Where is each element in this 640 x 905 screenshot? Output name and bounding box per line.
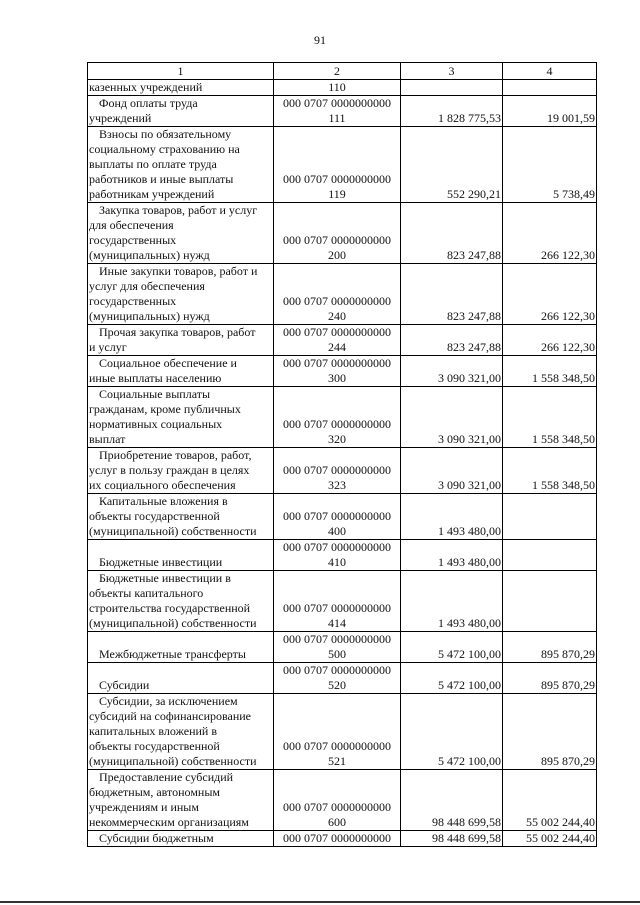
classification-code-cell <box>274 663 401 694</box>
expense-name-cell <box>88 448 274 494</box>
expense-name-cell <box>88 203 274 264</box>
expense-name-line: и услуг <box>89 340 127 354</box>
amount-col3-cell: 5 472 100,00 <box>401 632 503 663</box>
amount-col4-cell: 266 122,30 <box>503 203 597 264</box>
amount-col3-cell: 1 828 775,53 <box>401 96 503 127</box>
expense-name-line: (муниципальной) собственности <box>89 754 257 768</box>
amount-col4-cell: 5 738,49 <box>503 127 597 203</box>
table-row <box>88 831 597 847</box>
expense-name-line: Социальное обеспечение и <box>99 356 237 370</box>
amount-col3-cell: 1 493 480,00 <box>401 571 503 632</box>
expense-name-line: услуг для обеспечения <box>89 279 205 293</box>
classification-code-line: 400 <box>328 524 346 538</box>
classification-code-line: 000 0707 0000000000 <box>283 417 391 431</box>
expense-name-line: Капитальные вложения в <box>99 494 228 508</box>
column-header: 4 <box>503 63 597 80</box>
column-header: 2 <box>274 63 401 80</box>
classification-code-line: 000 0707 0000000000 <box>283 463 391 477</box>
expense-name-line: Субсидии бюджетным <box>99 831 214 845</box>
expense-name-line: (муниципальной) собственности <box>89 524 257 538</box>
expense-name-cell <box>88 540 274 571</box>
expense-name-line: Приобретение товаров, работ, <box>99 448 252 462</box>
expense-name-line: объекты государственной <box>89 739 220 753</box>
amount-col3-cell: 98 448 699,58 <box>401 770 503 831</box>
amount-col4-cell: 895 870,29 <box>503 694 597 770</box>
amount-col4-cell <box>503 494 597 540</box>
table-row <box>88 694 597 770</box>
classification-code-line: 000 0707 0000000000 <box>283 509 391 523</box>
classification-code-line: 600 <box>328 815 346 829</box>
amount-col4-cell: 1 558 348,50 <box>503 356 597 387</box>
classification-code-line: 000 0707 0000000000 <box>283 233 391 247</box>
expense-name-cell <box>88 127 274 203</box>
expense-name-line: казенных учреждений <box>89 80 203 94</box>
classification-code-line: 000 0707 0000000000 <box>283 601 391 615</box>
expense-name-cell <box>88 831 274 847</box>
expense-name-line: некоммерческим организациям <box>89 815 249 829</box>
classification-code-cell <box>274 770 401 831</box>
expense-name-cell <box>88 356 274 387</box>
classification-code-line: 410 <box>328 555 346 569</box>
amount-col4-cell: 895 870,29 <box>503 632 597 663</box>
expense-name-line: учреждений <box>89 111 152 125</box>
expense-name-cell <box>88 571 274 632</box>
expense-name-line: Прочая закупка товаров, работ <box>99 325 256 339</box>
classification-code-line: 000 0707 0000000000 <box>283 356 391 370</box>
classification-code-line: 323 <box>328 478 346 492</box>
amount-col3-cell: 5 472 100,00 <box>401 694 503 770</box>
classification-code-cell <box>274 80 401 96</box>
amount-col3-cell: 823 247,88 <box>401 325 503 356</box>
amount-col3-cell: 1 493 480,00 <box>401 540 503 571</box>
amount-col3-cell <box>401 80 503 96</box>
expense-name-line: объекты государственной <box>89 509 220 523</box>
classification-code-line: 520 <box>328 678 346 692</box>
classification-code-line: 500 <box>328 647 346 661</box>
amount-col4-cell: 55 002 244,40 <box>503 770 597 831</box>
expense-name-line: государственных <box>89 294 177 308</box>
expense-name-line <box>89 632 272 647</box>
expense-name-cell <box>88 663 274 694</box>
expense-name-line: объекты капитального <box>89 586 204 600</box>
classification-code-line: 000 0707 0000000000 <box>283 739 391 753</box>
amount-col4-cell <box>503 571 597 632</box>
amount-col4-cell: 1 558 348,50 <box>503 448 597 494</box>
classification-code-cell <box>274 203 401 264</box>
classification-code-cell <box>274 356 401 387</box>
expense-name-line: строительства государственной <box>89 601 251 615</box>
classification-code-line: 111 <box>328 111 346 125</box>
table-row <box>88 203 597 264</box>
amount-col4-cell <box>503 540 597 571</box>
classification-code-cell <box>274 264 401 325</box>
classification-code-line: 000 0707 0000000000 <box>283 540 391 554</box>
amount-col3-cell: 823 247,88 <box>401 203 503 264</box>
classification-code-line: 000 0707 0000000000 <box>283 96 391 110</box>
table-row <box>88 264 597 325</box>
classification-code-cell <box>274 96 401 127</box>
table-row <box>88 96 597 127</box>
table-row <box>88 632 597 663</box>
amount-col4-cell: 266 122,30 <box>503 325 597 356</box>
classification-code-cell <box>274 540 401 571</box>
amount-col4-cell: 1 558 348,50 <box>503 387 597 448</box>
amount-col4-cell: 895 870,29 <box>503 663 597 694</box>
expense-name-line: Бюджетные инвестиции <box>99 555 223 569</box>
expense-name-line: субсидий на софинансирование <box>89 709 252 723</box>
amount-col3-cell: 3 090 321,00 <box>401 448 503 494</box>
expense-name-line: социальному страхованию на <box>89 142 240 156</box>
classification-code-line: 000 0707 0000000000 <box>283 172 391 186</box>
classification-code-line: 521 <box>328 754 346 768</box>
expense-name-line: государственных <box>89 233 177 247</box>
table-row <box>88 663 597 694</box>
expense-name-line: услуг в пользу граждан в целях <box>89 463 250 477</box>
amount-col3-cell: 823 247,88 <box>401 264 503 325</box>
table-header-row <box>88 63 597 80</box>
expense-name-line: Предоставление субсидий <box>99 770 234 784</box>
expense-name-line: для обеспечения <box>89 218 174 232</box>
classification-code-line: 119 <box>328 187 346 201</box>
expense-name-line: (муниципальной) собственности <box>89 616 257 630</box>
expense-name-line: Межбюджетные трансферты <box>99 647 246 661</box>
amount-col3-cell: 3 090 321,00 <box>401 356 503 387</box>
classification-code-line: 000 0707 0000000000 <box>283 325 391 339</box>
expense-name-line: Социальные выплаты <box>99 387 211 401</box>
expense-name-line: (муниципальных) нужд <box>89 309 210 323</box>
amount-col3-cell: 552 290,21 <box>401 127 503 203</box>
classification-code-line: 244 <box>328 340 346 354</box>
expense-name-line: выплат <box>89 432 126 446</box>
expense-name-line <box>89 540 272 555</box>
table-row <box>88 356 597 387</box>
classification-code-line: 000 0707 0000000000 <box>283 831 391 845</box>
classification-code-line: 000 0707 0000000000 <box>283 663 391 677</box>
expense-name-line: бюджетным, автономным <box>89 785 220 799</box>
classification-code-cell <box>274 387 401 448</box>
classification-code-cell <box>274 632 401 663</box>
classification-code-line: 000 0707 0000000000 <box>283 800 391 814</box>
page-bottom-edge <box>0 901 640 903</box>
table-row <box>88 80 597 96</box>
classification-code-cell <box>274 127 401 203</box>
expense-name-cell <box>88 264 274 325</box>
table-row <box>88 387 597 448</box>
classification-code-line: 240 <box>328 309 346 323</box>
expense-name-cell <box>88 387 274 448</box>
classification-code-line: 000 0707 0000000000 <box>283 294 391 308</box>
expense-name-cell <box>88 96 274 127</box>
table-row <box>88 448 597 494</box>
amount-col4-cell: 266 122,30 <box>503 264 597 325</box>
amount-col4-cell: 55 002 244,40 <box>503 831 597 847</box>
table-row <box>88 770 597 831</box>
column-header: 3 <box>401 63 503 80</box>
classification-code-cell <box>274 831 401 847</box>
expense-name-line: их социального обеспечения <box>89 478 236 492</box>
expense-name-line: Субсидии, за исключением <box>99 694 238 708</box>
expense-name-line: Закупка товаров, работ и услуг <box>99 203 258 217</box>
classification-code-line: 000 0707 0000000000 <box>283 632 391 646</box>
expense-name-line: выплаты по оплате труда <box>89 157 217 171</box>
expense-name-cell <box>88 770 274 831</box>
budget-table <box>87 62 597 847</box>
expense-name-cell <box>88 325 274 356</box>
expense-name-line: иные выплаты населению <box>89 371 222 385</box>
table-row <box>88 494 597 540</box>
column-header: 1 <box>88 63 274 80</box>
expense-name-cell <box>88 694 274 770</box>
classification-code-cell <box>274 325 401 356</box>
classification-code-cell <box>274 494 401 540</box>
expense-name-line: (муниципальных) нужд <box>89 248 210 262</box>
expense-name-line: Субсидии <box>99 678 150 692</box>
amount-col3-cell: 3 090 321,00 <box>401 387 503 448</box>
expense-name-line: нормативных социальных <box>89 417 223 431</box>
expense-name-line <box>89 663 272 678</box>
classification-code-line: 300 <box>328 371 346 385</box>
table-row <box>88 325 597 356</box>
classification-code-cell <box>274 571 401 632</box>
page-number: 91 <box>314 33 326 47</box>
table-row <box>88 127 597 203</box>
amount-col3-cell: 1 493 480,00 <box>401 494 503 540</box>
classification-code-line: 320 <box>328 432 346 446</box>
expense-name-line: Бюджетные инвестиции в <box>99 571 231 585</box>
classification-code-line: 414 <box>328 616 346 630</box>
amount-col3-cell: 5 472 100,00 <box>401 663 503 694</box>
expense-name-line: работников и иные выплаты <box>89 172 234 186</box>
table-row <box>88 540 597 571</box>
table-row <box>88 571 597 632</box>
expense-name-line: учреждениям и иным <box>89 800 199 814</box>
expense-name-line: Иные закупки товаров, работ и <box>99 264 258 278</box>
expense-name-cell <box>88 494 274 540</box>
classification-code-line: 110 <box>328 80 346 94</box>
expense-name-cell <box>88 80 274 96</box>
classification-code-line: 200 <box>328 248 346 262</box>
amount-col3-cell: 98 448 699,58 <box>401 831 503 847</box>
expense-name-line: капитальных вложений в <box>89 724 218 738</box>
expense-name-cell <box>88 632 274 663</box>
amount-col4-cell: 19 001,59 <box>503 96 597 127</box>
expense-name-line: работникам учреждений <box>89 187 215 201</box>
expense-name-line: Взносы по обязательному <box>99 127 232 141</box>
amount-col4-cell <box>503 80 597 96</box>
expense-name-line: гражданам, кроме публичных <box>89 402 241 416</box>
expense-name-line: Фонд оплаты труда <box>99 96 198 110</box>
classification-code-cell <box>274 448 401 494</box>
classification-code-cell <box>274 694 401 770</box>
